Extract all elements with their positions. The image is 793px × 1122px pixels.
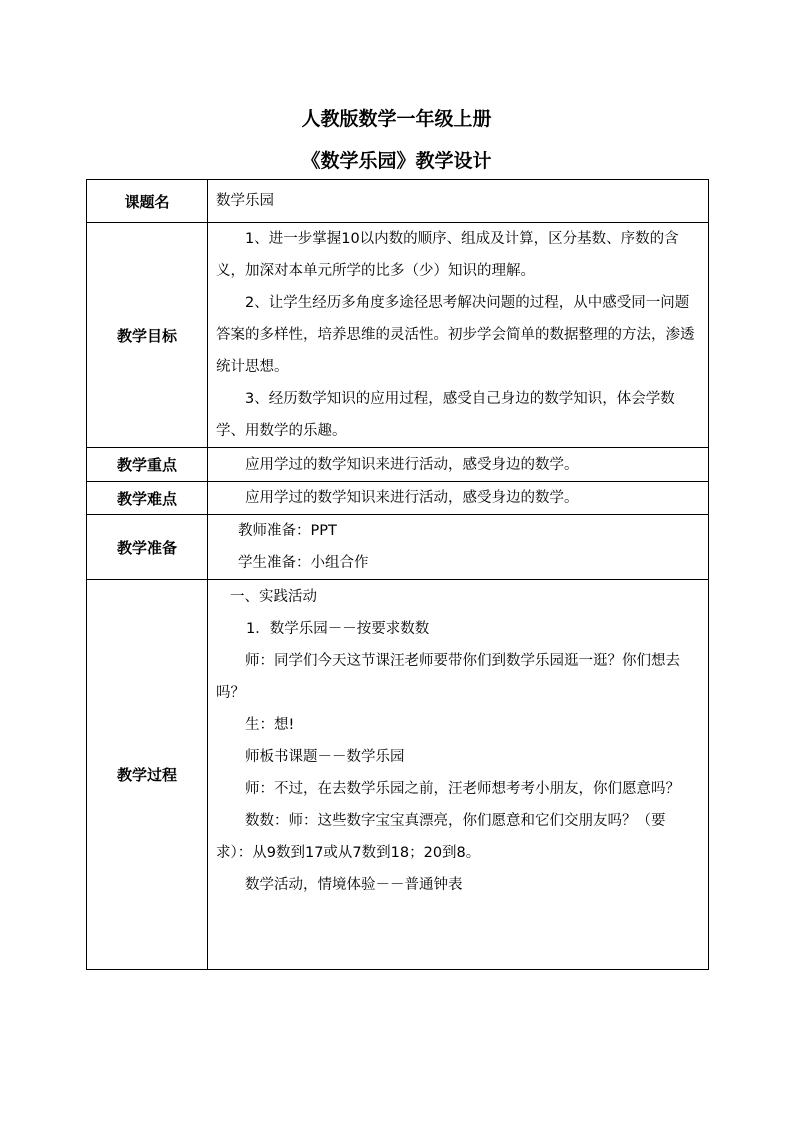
process-content xyxy=(208,580,709,970)
preparation-content xyxy=(208,515,709,580)
difficulty-label: 教学难点 xyxy=(87,482,208,515)
key-point-label: 教学重点 xyxy=(87,448,208,482)
document-title: 人教版数学一年级上册 xyxy=(301,108,492,130)
topic-value: 数学乐园 xyxy=(208,180,709,223)
process-label: 教学过程 xyxy=(87,580,208,970)
objectives-label: 教学目标 xyxy=(87,223,208,448)
process-line: 一、实践活动 xyxy=(230,589,317,605)
table-row-key-point xyxy=(87,448,709,482)
process-line: 师：不过，在去数学乐园之前，汪老师想考考小朋友，你们愿意吗？ xyxy=(245,781,680,797)
table-row-preparation xyxy=(87,515,709,580)
process-line: 生：想! xyxy=(245,717,295,733)
table-row-process xyxy=(87,580,709,970)
objectives-content xyxy=(208,223,709,448)
key-point-value: 应用学过的数学知识来进行活动，感受身边的数学。 xyxy=(245,456,579,473)
process-line: 师：同学们今天这节课汪老师要带你们到数学乐园逛一逛？你们想去吗？ xyxy=(216,653,680,701)
student-preparation: 学生准备：小组合作 xyxy=(238,555,369,571)
difficulty-value: 应用学过的数学知识来进行活动，感受身边的数学。 xyxy=(245,490,579,506)
topic-label: 课题名 xyxy=(87,180,208,223)
lesson-plan-table xyxy=(86,179,709,970)
table-row-difficulty xyxy=(87,482,709,515)
objective-item: 2、让学生经历多角度多途径思考解决问题的过程，从中感受同一问题答案的多样性，培养思维的灵活性。初步学会简单的数据整理的方法，渗透统计思想。 xyxy=(216,295,695,375)
teacher-preparation: 教师准备：PPT xyxy=(238,523,337,539)
process-line: 师板书课题－－数学乐园 xyxy=(245,749,405,765)
process-line: 数数：师：这些数字宝宝真漂亮，你们愿意和它们交朋友吗？（要求）：从9数到17或从7数到18；20到8。 xyxy=(216,813,666,861)
objective-item: 3、经历数学知识的应用过程，感受自己身边的数学知识，体会学数学、用数学的乐趣。 xyxy=(216,391,675,439)
table-row-objectives xyxy=(87,223,709,448)
objective-item: 1、进一步掌握10以内数的顺序、组成及计算，区分基数、序数的含义，加深对本单元所学的比多（少）知识的理解。 xyxy=(216,231,679,279)
table-row-topic xyxy=(87,180,709,223)
process-line: 数学活动，情境体验－－普通钟表 xyxy=(245,877,463,893)
preparation-label: 教学准备 xyxy=(87,515,208,580)
document-subtitle: 《数学乐园》教学设计 xyxy=(301,150,492,172)
process-line: 1．数学乐园－－按要求数数 xyxy=(246,621,430,637)
